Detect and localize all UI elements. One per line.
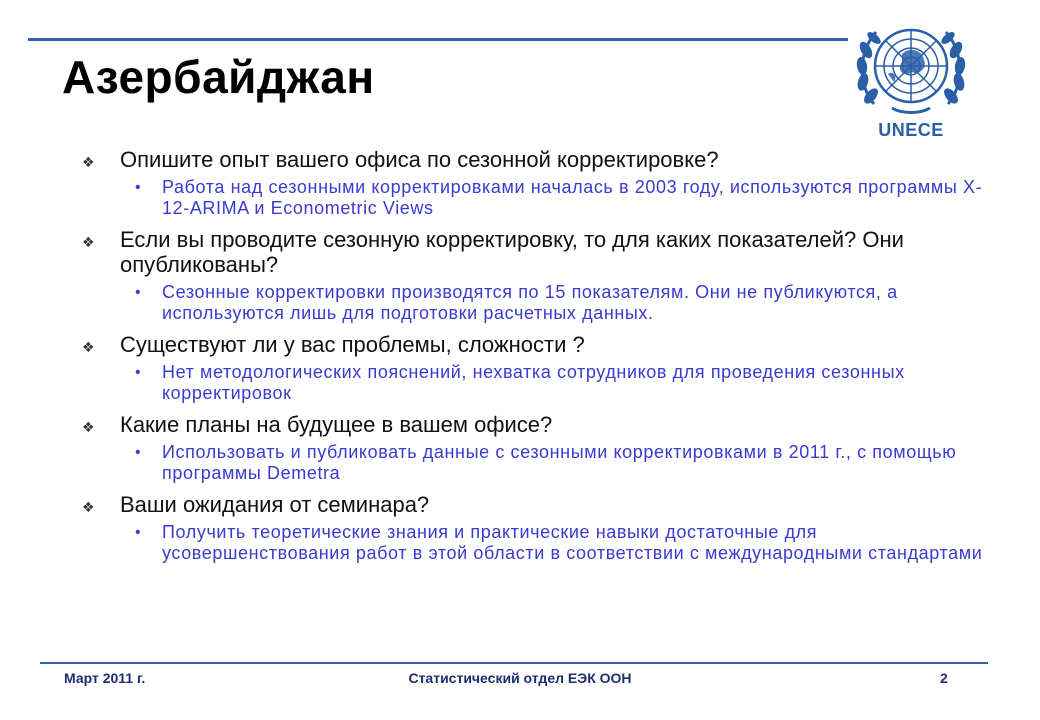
list-item	[80, 412, 1000, 484]
bullet-icon: •	[135, 179, 142, 196]
diamond-bullet-icon: ❖	[82, 419, 95, 435]
top-divider	[28, 38, 848, 41]
answer: • Работа над сезонными корректировками началась в 2003 году, используются программы X-12-ARIMA и Econometric Views	[135, 177, 983, 218]
list-item	[80, 147, 1000, 219]
question: ❖ Существуют ли у вас проблемы, сложности ?	[80, 332, 1000, 357]
list-item	[80, 332, 1000, 404]
answer: • Получить теоретические знания и практические навыки достаточные для усовершенствования работ в этой области в соответствии с международными стандартами	[135, 522, 983, 563]
question: ❖ Ваши ожидания от семинара?	[80, 492, 1000, 517]
un-emblem-icon	[852, 16, 970, 120]
diamond-bullet-icon: ❖	[82, 339, 95, 355]
slide-title: Азербайджан	[62, 51, 375, 103]
question: ❖ Если вы проводите сезонную корректировку, то для каких показателей? Они опубликованы?	[82, 227, 904, 277]
bullet-icon: •	[135, 444, 142, 461]
question: ❖ Опишите опыт вашего офиса по сезонной корректировке?	[80, 147, 1000, 172]
bullet-icon: •	[135, 284, 142, 301]
list-item	[80, 492, 1000, 564]
question: ❖ Какие планы на будущее в вашем офисе?	[80, 412, 1000, 437]
page-number: 2	[940, 670, 948, 686]
footer-org: Статистический отдел ЕЭК ООН	[408, 670, 632, 686]
diamond-bullet-icon: ❖	[82, 499, 95, 515]
bottom-divider	[40, 662, 988, 664]
answer: • Сезонные корректировки производятся по 15 показателям. Они не публикуются, а используются лишь для подготовки расчетных данных.	[135, 282, 898, 323]
answer: • Использовать и публиковать данные с сезонными корректировками в 2011 г., с помощью программы Demetra	[135, 442, 957, 483]
footer-date: Март 2011 г.	[64, 670, 146, 686]
unece-logo	[852, 16, 970, 144]
bullet-icon: •	[135, 364, 142, 381]
diamond-bullet-icon: ❖	[82, 234, 95, 250]
logo-text: UNECE	[878, 120, 944, 140]
list-item	[80, 227, 1000, 324]
slide-content	[80, 147, 1000, 572]
bullet-icon: •	[135, 524, 142, 541]
diamond-bullet-icon: ❖	[82, 154, 95, 170]
answer: • Нет методологических пояснений, нехватка сотрудников для проведения сезонных корректировок	[135, 362, 905, 403]
